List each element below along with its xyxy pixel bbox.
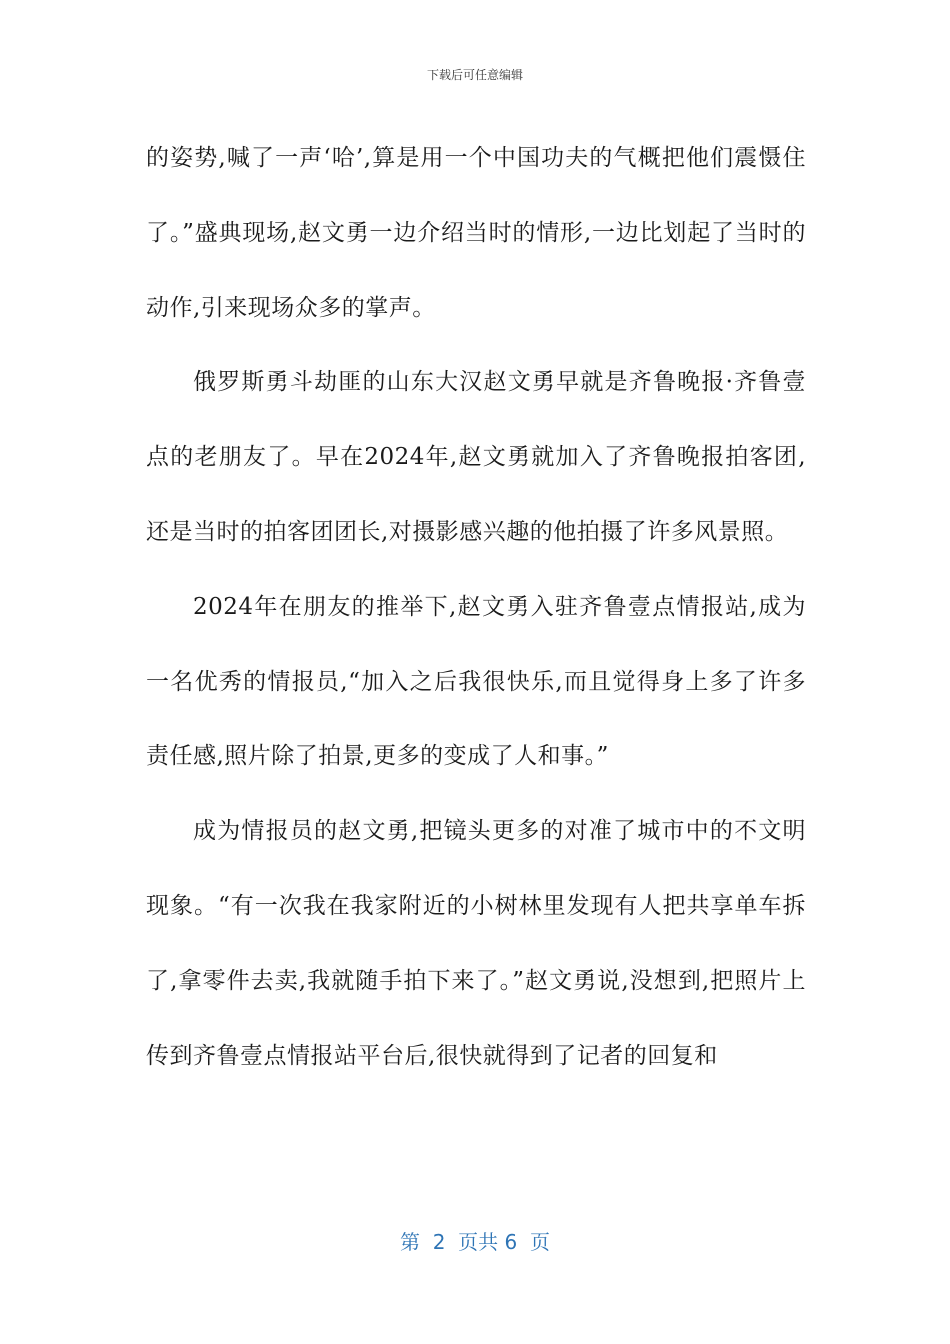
paragraph-1: 的姿势,喊了一声‘哈’,算是用一个中国功夫的气概把他们震慑住了。”盛典现场,赵文勇一边介绍当时的情形,一边比划起了当时的动作,引来现场众多的掌声。 (146, 145, 806, 321)
page-header-note: 下载后可任意编辑 (426, 68, 523, 82)
paragraph-2: 俄罗斯勇斗劫匪的山东大汉赵文勇早就是齐鲁晚报·齐鲁壹点的老朋友了。早在2024年,赵文勇就加入了齐鲁晚报拍客团,还是当时的拍客团团长,对摄影感兴趣的他拍摄了许多风景照。 (146, 369, 806, 545)
paragraph-4: 成为情报员的赵文勇,把镜头更多的对准了城市中的不文明现象。“有一次我在我家附近的小树林里发现有人把共享单车拆了,拿零件去卖,我就随手拍下来了。”赵文勇说,没想到,把照片上传到齐鲁壹点情报站平台后,很快就得到了记者的回复和 (146, 818, 806, 1069)
page-number-footer: 第 2 页共 6 页 (400, 1230, 550, 1254)
document-body (146, 121, 806, 1093)
paragraph-3: 2024年在朋友的推举下,赵文勇入驻齐鲁壹点情报站,成为一名优秀的情报员,“加入之后我很快乐,而且觉得身上多了许多责任感,照片除了拍景,更多的变成了人和事。” (146, 593, 806, 770)
